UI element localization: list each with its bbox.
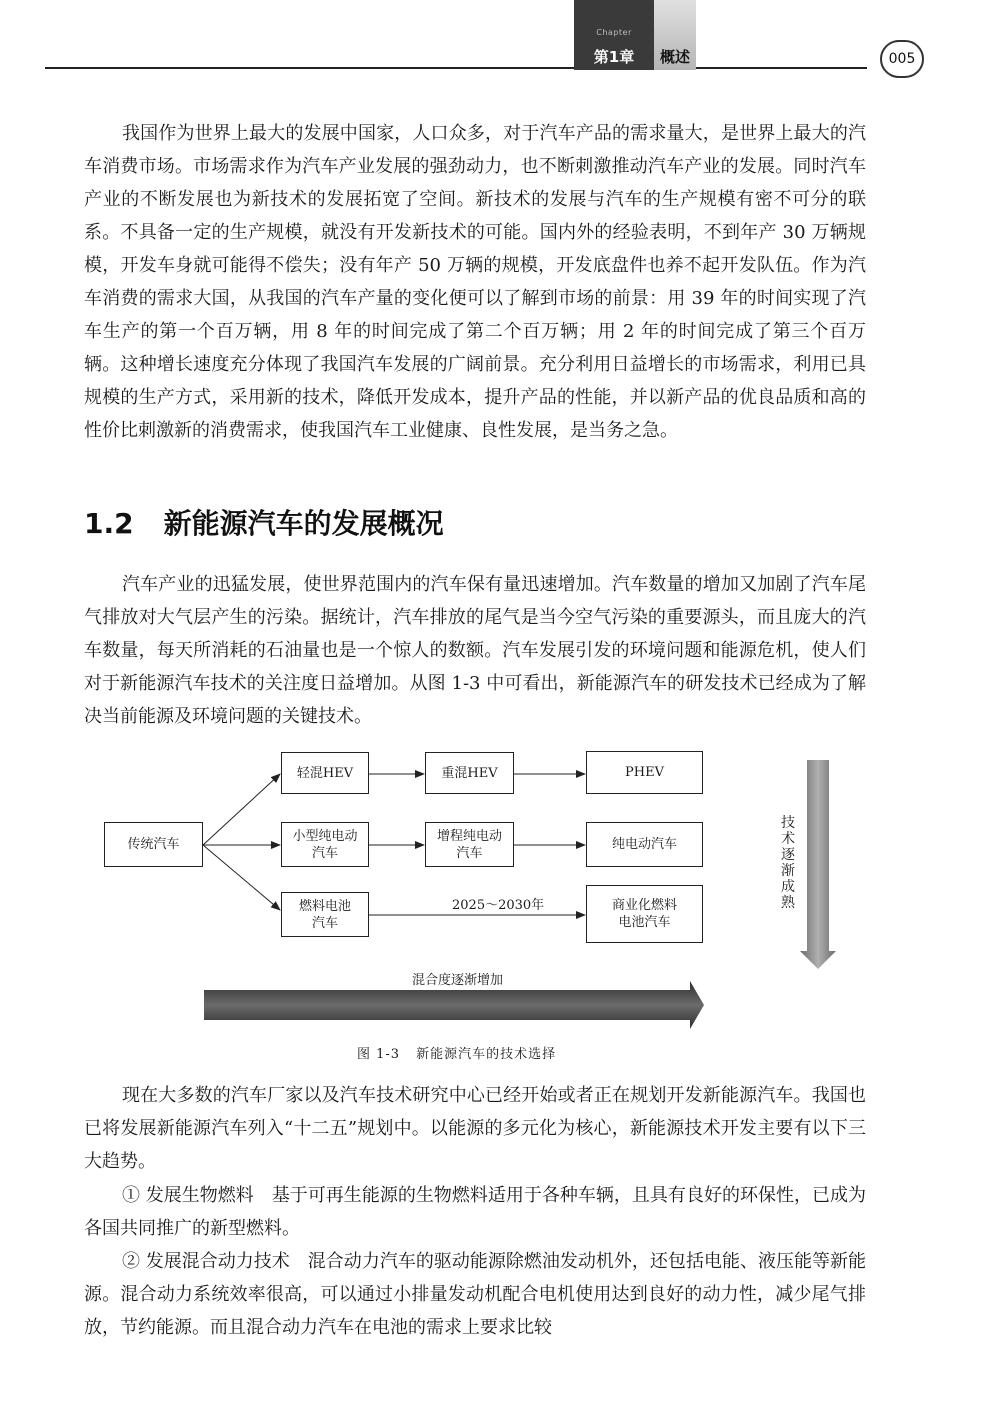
section-title: 新能源汽车的发展概况	[163, 507, 444, 540]
chapter-name: 概述	[659, 48, 690, 66]
box-range-ev	[425, 822, 514, 867]
chapter-tab	[574, 0, 654, 70]
paragraph-environment: 汽车产业的迅猛发展，使世界范围内的汽车保有量迅速增加。汽车数量的增加又加剧了汽车尾气排放对大气层产生的污染。据统计，汽车排放的尾气是当今空气污染的重要源头，而且庞大的汽车数量，每天所消耗的石油量也是一个惊人的数额。汽车发展引发的环境问题和能源危机，使人们对于新能源汽车技术的关注度日益增加。从图 1-3 中可看出，新能源汽车的研发技术已经成为了解决当前能源及环境问题的关键技术。	[84, 574, 866, 727]
box-small-ev-line1: 小型纯电动	[292, 828, 358, 844]
chapter-number: 第1章	[593, 48, 635, 66]
year-range-label: 2025～2030年	[452, 898, 545, 913]
technology-diagram	[0, 740, 992, 1040]
figure-title: 新能源汽车的技术选择	[416, 1047, 557, 1062]
header-rule	[45, 67, 867, 69]
maturity-label: 技术逐渐成熟	[781, 815, 795, 911]
chapter-name-box	[654, 0, 696, 70]
section-heading	[84, 502, 444, 542]
box-phev-label: PHEV	[625, 765, 664, 780]
box-commercial-fuel-cell-line2: 电池汽车	[618, 915, 671, 930]
figure-caption	[357, 1043, 556, 1062]
paragraph-biofuel: ① 发展生物燃料 基于可再生能源的生物燃料适用于各种车辆，且具有良好的环保性，已成为各国共同推广的新型燃料。	[84, 1185, 866, 1239]
arrow-to-fuel-cell	[203, 845, 280, 910]
box-commercial-fuel-cell-line1: 商业化燃料	[611, 898, 677, 913]
box-range-ev-line1: 增程纯电动	[436, 828, 502, 844]
box-fuel-cell-line1: 燃料电池	[298, 898, 351, 914]
chapter-en-label: Chapter	[596, 28, 632, 37]
box-traditional-car-label: 传统汽车	[127, 837, 180, 852]
box-pure-ev-label: 纯电动汽车	[611, 837, 677, 852]
paragraph-market: 我国作为世界上最大的发展中国家，人口众多，对于汽车产品的需求量大，是世界上最大的汽车消费市场。市场需求作为汽车产业发展的强劲动力，也不断刺激推动汽车产业的发展。同时汽车产业的不断发展也为新技术的发展拓宽了空间。新技术的发展与汽车的生产规模有密不可分的联系。不具备一定的生产规模，就没有开发新技术的可能。国内外的经验表明，不到年产 30 万辆规模，开发车身就可能得不偿失；没有年产 50 万辆的规模，开发底盘件也养不起开发队伍。作为汽车消费的需求大国，从我国的汽车产量的变化便可以了解到市场的前景：用 39 年的时间实现了汽车生产的第一个百万辆，用 8 年的时间完成了第二个百万辆；用 2 年的时间完成了第三个百万辆。这种增长速度充分体现了我国汽车发展的广阔前景。充分利用日益增长的市场需求，利用已具规模的生产方式，采用新的技术，降低开发成本，提升产品的性能，并以新产品的优良品质和高的性价比刺激新的消费需求，使我国汽车工业健康、良性发展，是当务之急。	[84, 123, 866, 441]
mix-increase-arrow	[204, 981, 704, 1029]
box-fuel-cell-line2: 汽车	[311, 915, 338, 931]
box-commercial-fuel-cell	[586, 885, 703, 943]
arrow-to-light-hev	[203, 774, 280, 845]
paragraph-trends: 现在大多数的汽车厂家以及汽车技术研究中心已经开始或者正在规划开发新能源汽车。我国也已将发展新能源汽车列入“十二五”规划中。以能源的多元化为核心，新能源技术开发主要有以下三大趋势。	[84, 1085, 866, 1172]
figure-number: 图 1-3	[357, 1047, 401, 1062]
mix-increase-label: 混合度逐渐增加	[412, 973, 504, 988]
box-small-ev-line2: 汽车	[311, 845, 338, 861]
box-light-hev-label: 轻混HEV	[296, 765, 354, 781]
box-range-ev-line2: 汽车	[456, 845, 483, 861]
box-fuel-cell	[281, 892, 369, 937]
maturity-arrow	[800, 760, 836, 969]
box-light-hev	[281, 752, 369, 794]
box-pure-ev	[586, 822, 703, 867]
box-traditional-car	[104, 822, 203, 867]
box-heavy-hev	[425, 752, 514, 794]
box-heavy-hev-label: 重混HEV	[441, 765, 498, 781]
box-phev	[586, 751, 703, 794]
box-small-ev	[281, 822, 369, 867]
paragraph-hybrid: ② 发展混合动力技术 混合动力汽车的驱动能源除燃油发动机外，还包括电能、液压能等新能源。混合动力系统效率很高，可以通过小排量发动机配合电机使用达到良好的动力性，减少尾气排放，节约能源。而且混合动力汽车在电池的需求上要求比较	[84, 1251, 866, 1338]
section-number: 1.2	[84, 507, 134, 540]
page-number: 005	[880, 40, 924, 78]
